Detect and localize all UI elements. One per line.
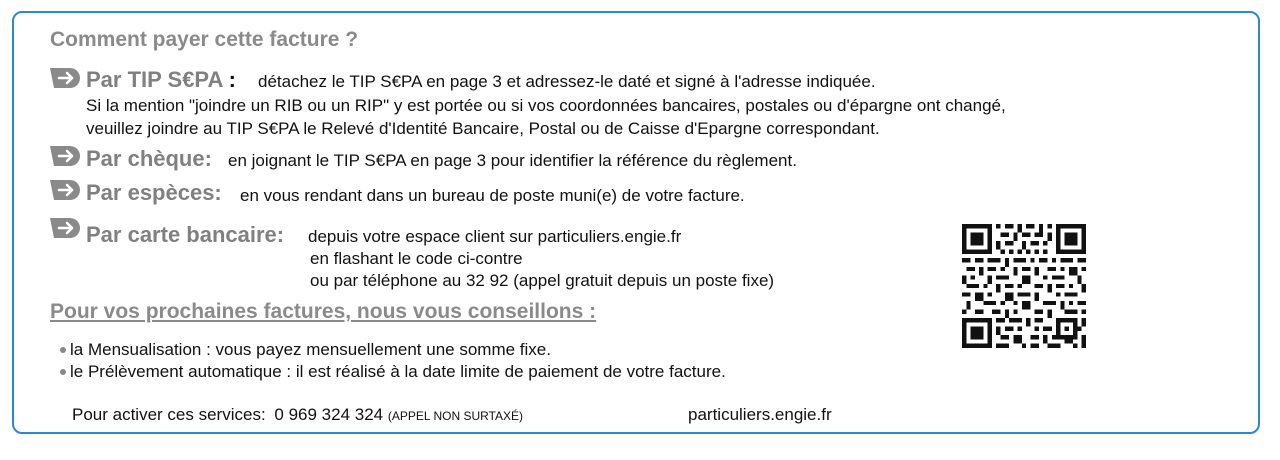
arrow-right-circle-icon: [48, 144, 82, 168]
advice-item: [60, 340, 551, 360]
arrow-right-circle-icon: [48, 66, 82, 90]
method-especes-text: en vous rendant dans un bureau de poste muni(e) de votre facture.: [240, 186, 745, 205]
method-tip-name: Par TIP S€PA: [86, 67, 223, 92]
advice-heading: Pour vos prochaines factures, nous vous conseillons :: [50, 300, 597, 323]
section-title: Comment payer cette facture ?: [50, 28, 359, 51]
method-tip-label: [86, 67, 236, 93]
footer-activate: [72, 405, 523, 425]
arrow-right-circle-icon: [48, 178, 82, 202]
method-tip-text-1: détachez le TIP S€PA en page 3 et adressez-le daté et signé à l'adresse indiquée.: [258, 72, 876, 91]
arrow-right-circle-icon: [48, 216, 82, 240]
footer-website: particuliers.engie.fr: [688, 405, 832, 424]
method-especes-label: Par espèces:: [86, 180, 222, 205]
method-carte-text-2: en flashant le code ci-contre: [310, 249, 523, 268]
bullet-dot-icon: [60, 347, 66, 353]
footer-label: Pour activer ces services:: [72, 405, 266, 424]
method-carte-text-3: ou par téléphone au 32 92 (appel gratuit depuis un poste fixe): [310, 271, 775, 290]
advice-item: [60, 362, 726, 382]
footer-phone: 0 969 324 324: [274, 405, 384, 424]
method-tip-colon: :: [228, 67, 236, 92]
bullet-dot-icon: [60, 369, 66, 375]
method-cheque-text: en joignant le TIP S€PA en page 3 pour identifier la référence du règlement.: [228, 151, 797, 170]
method-carte-text-1: depuis votre espace client sur particuliers.engie.fr: [308, 227, 682, 246]
qr-code-icon: [962, 224, 1086, 348]
advice-item-text: la Mensualisation : vous payez mensuellement une somme fixe.: [70, 340, 551, 359]
method-tip-text-2: Si la mention "joindre un RIB ou un RIP" y est portée ou si vos coordonnées bancaires, postales ou d'épargne ont changé,: [86, 96, 1006, 115]
footer-phone-note: (APPEL NON SURTAXÉ): [387, 409, 524, 423]
method-tip-text-3: veuillez joindre au TIP S€PA le Relevé d'Identité Bancaire, Postal ou de Caisse d'Epargne correspondant.: [86, 119, 880, 138]
method-cheque-label: Par chèque:: [86, 146, 212, 171]
method-carte-label: Par carte bancaire:: [86, 222, 285, 247]
advice-item-text: le Prélèvement automatique : il est réalisé à la date limite de paiement de votre facture.: [70, 362, 726, 381]
